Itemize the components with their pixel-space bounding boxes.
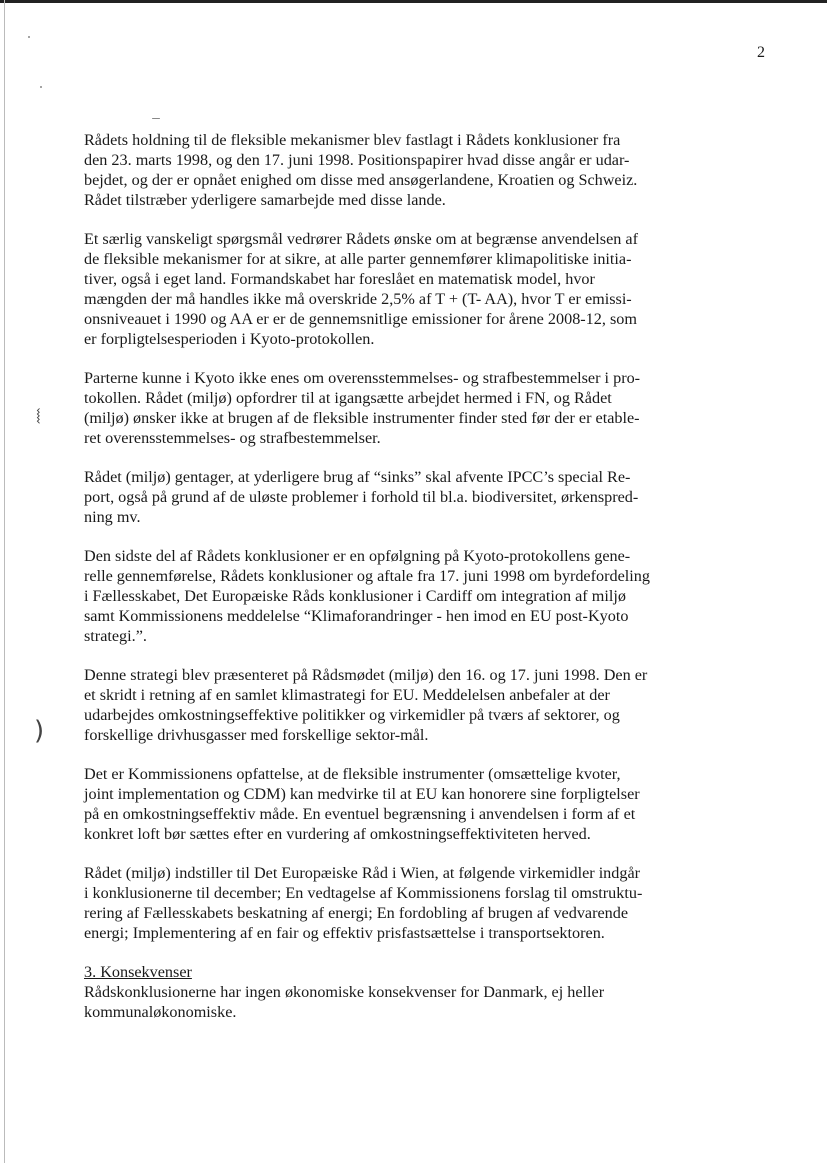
text-line: energi; Implementering af en fair og effektiv prisfastsættelse i transportsektoren. [84,924,605,942]
text-line: et skridt i retning af en samlet klimastrategi for EU. Meddelelsen anbefaler at der [84,686,610,704]
paragraph-follow-up [84,546,764,646]
scan-speck [40,86,42,88]
text-line: forskellige drivhusgasser med forskellige sektor-mål. [84,726,429,744]
paragraph-vienna [84,863,764,943]
paragraph-sinks [84,467,764,527]
text-line: i Fællesskabet, Det Europæiske Råds konklusioner i Cardiff om integration af miljø [84,587,626,605]
scan-speck [28,36,30,38]
text-line: Denne strategi blev præsenteret på Rådsmødet (miljø) den 16. og 17. juni 1998. Den er [84,666,648,684]
text-line: strategi.”. [84,627,147,645]
text-line: tokollen. Rådet (miljø) opfordrer til at igangsætte arbejdet hermed i FN, og Rådet [84,389,612,407]
margin-mark: ⧙ [36,404,41,429]
left-scan-edge [4,0,5,1163]
section-heading: 3. Konsekvenser [84,963,192,981]
text-line: rering af Fællesskabets beskatning af energi; En fordobling af brugen af vedvarende [84,904,629,922]
text-line: de fleksible mekanismer for at sikre, at alle parter gennemfører klimapolitiske initia- [84,250,632,268]
text-line: tiver, også i eget land. Formandskabet har foreslået en matematisk model, hvor [84,270,595,288]
document-body [84,130,764,1041]
text-line: ning mv. [84,508,141,526]
text-line: Rådet (miljø) indstiller til Det Europæiske Råd i Wien, at følgende virkemidler indgår [84,864,641,882]
paragraph-compliance [84,368,764,448]
text-line: samt Kommissionens meddelelse “Klimaforandringer - hen imod en EU post-Kyoto [84,607,629,625]
text-line: onsniveauet i 1990 og AA er er de gennemsnitlige emissioner for årene 2008-12, som [84,310,637,328]
text-line: er forpligtelsesperioden i Kyoto-protokollen. [84,330,375,348]
text-line: i konklusionerne til december; En vedtagelse af Kommissionens forslag til omstruktu- [84,884,643,902]
text-line: Et særlig vanskeligt spørgsmål vedrører Rådets ønske om at begrænse anvendelsen af [84,230,638,248]
margin-mark: ) [34,716,45,746]
text-line: (miljø) ønsker ikke at brugen af de fleksible instrumenter finder sted før der er etable- [84,409,640,427]
text-line: port, også på grund af de uløste problemer i forhold til bl.a. biodiversitet, ørkenspred- [84,488,639,506]
text-line: Den sidste del af Rådets konklusioner er en opfølgning på Kyoto-protokollens gene- [84,547,631,565]
scan-speck [152,118,160,119]
text-line: den 23. marts 1998, og den 17. juni 1998. Positionspapirer hvad disse angår er udar- [84,151,630,169]
paragraph-strategy [84,665,764,745]
paragraph-flexible-mechanisms [84,130,764,210]
text-line: bejdet, og der er opnået enighed om disse med ansøgerlandene, Kroatien og Schweiz. [84,171,638,189]
paragraph-limitation [84,229,764,349]
top-scan-border [0,0,827,3]
text-line: udarbejdes omkostningseffektive politikker og virkemidler på tværs af sektorer, og [84,706,620,724]
text-line: Rådskonklusionerne har ingen økonomiske konsekvenser for Danmark, ej heller [84,983,605,1001]
text-line: Rådet tilstræber yderligere samarbejde med disse lande. [84,191,446,209]
text-line: joint implementation og CDM) kan medvirke til at EU kan honorere sine forpligtelser [84,785,640,803]
section-consequences [84,962,764,1022]
text-line: Parterne kunne i Kyoto ikke enes om overensstemmelses- og strafbestemmelser i pro- [84,369,641,387]
text-line: konkret loft bør sættes efter en vurdering af omkostningseffektiviteten herved. [84,825,591,843]
text-line: Det er Kommissionens opfattelse, at de fleksible instrumenter (omsættelige kvoter, [84,765,621,783]
text-line: kommunaløkonomiske. [84,1003,237,1021]
text-line: relle gennemførelse, Rådets konklusioner og aftale fra 17. juni 1998 om byrdefordeling [84,567,650,585]
page-number: 2 [757,44,765,61]
text-line: ret overensstemmelses- og strafbestemmelser. [84,429,381,447]
text-line: mængden der må handles ikke må overskride 2,5% af T + (T- AA), hvor T er emissi- [84,290,632,308]
paragraph-commission-view [84,764,764,844]
text-line: Rådets holdning til de fleksible mekanismer blev fastlagt i Rådets konklusioner fra [84,131,621,149]
text-line: Rådet (miljø) gentager, at yderligere brug af “sinks” skal afvente IPCC’s special Re- [84,468,631,486]
text-line: på en omkostningseffektiv måde. En eventuel begrænsning i anvendelsen i form af et [84,805,636,823]
